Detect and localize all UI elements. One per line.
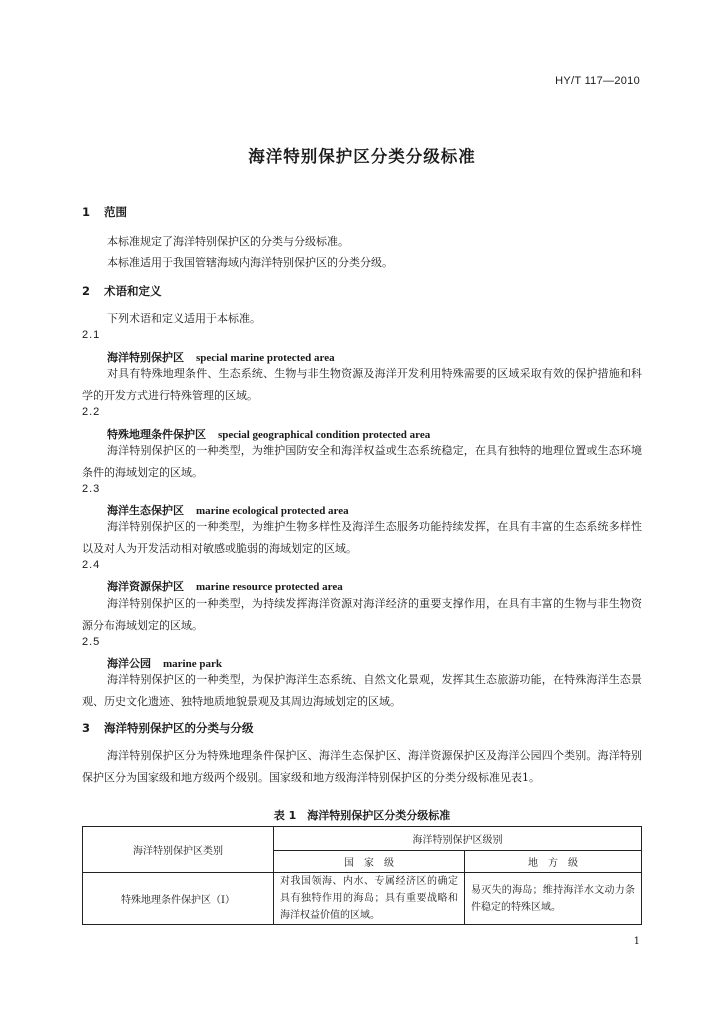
section-number: 1	[82, 205, 91, 219]
term-en: marine ecological protected area	[196, 505, 349, 517]
section-2-heading	[82, 283, 162, 299]
clause-number: 2.1	[82, 329, 101, 341]
classification-table	[82, 826, 642, 925]
scope-line-2: 本标准适用于我国管辖海域内海洋特别保护区的分类分级。	[107, 256, 393, 269]
term-en: special geographical condition protected area	[218, 429, 431, 441]
scope-line-1: 本标准规定了海洋特别保护区的分类与分级标准。	[107, 235, 349, 248]
terms-intro: 下列术语和定义适用于本标准。	[107, 312, 261, 325]
section-title: 范围	[104, 205, 127, 219]
row-local: 易灭失的海岛；维持海洋水文动力条件稳定的特殊区域。	[465, 873, 642, 925]
term-definition: 对具有特殊地理条件、生态系统、生物与非生物资源及海洋开发利用特殊需要的区域采取有效的保护措施和科学的开发方式进行特殊管理的区域。	[82, 367, 642, 402]
term-zh: 海洋公园	[107, 657, 151, 670]
header-local: 地 方 级	[528, 858, 578, 869]
term-zh: 海洋生态保护区	[107, 504, 184, 517]
section-3-paragraph: 海洋特别保护区分为特殊地理条件保护区、海洋生态保护区、海洋资源保护区及海洋公园四个类别。海洋特别保护区分为国家级和地方级两个级别。国家级和地方级海洋特别保护区的分类分级标准见表1。	[82, 749, 642, 784]
header-national: 国 家 级	[344, 858, 394, 869]
header-level: 海洋特别保护区级别	[412, 835, 503, 846]
row-category: 特殊地理条件保护区（Ⅰ）	[83, 873, 274, 925]
standard-code: HY/T 117—2010	[555, 75, 640, 87]
section-title: 海洋特别保护区的分类与分级	[104, 721, 254, 735]
term-en: marine resource protected area	[196, 581, 343, 593]
table-row	[83, 873, 642, 925]
term-zh: 特殊地理条件保护区	[107, 428, 206, 441]
section-number: 3	[82, 721, 91, 735]
header-national-cell	[274, 851, 465, 873]
section-title: 术语和定义	[104, 284, 162, 298]
term-definition: 海洋特别保护区的一种类型，为维护国防安全和海洋权益或生态系统稳定，在具有独特的地理位置或生态环境条件的海域划定的区域。	[82, 444, 642, 479]
section-number: 2	[82, 284, 91, 298]
term-en: marine park	[163, 658, 222, 670]
header-level-cell	[274, 827, 642, 851]
clause-number: 2.3	[82, 483, 101, 495]
term-definition: 海洋特别保护区的一种类型，为持续发挥海洋资源对海洋经济的重要支撑作用，在具有丰富的生物与非生物资源分布海域划定的区域。	[82, 597, 642, 632]
clause-number: 2.5	[82, 636, 101, 648]
term-en: special marine protected area	[196, 352, 335, 364]
term-definition: 海洋特别保护区的一种类型，为保护海洋生态系统、自然文化景观，发挥其生态旅游功能，在特殊海洋生态景观、历史文化遗迹、独特地质地貌景观及其周边海域划定的区域。	[82, 673, 642, 708]
clause-number: 2.4	[82, 559, 101, 571]
page-number: 1	[633, 936, 640, 947]
section-3-heading	[82, 720, 254, 736]
term-zh: 海洋特别保护区	[107, 351, 184, 364]
section-1-heading	[82, 204, 127, 220]
clause-number: 2.2	[82, 406, 101, 418]
row-national: 对我国领海、内水、专属经济区的确定具有独特作用的海岛；具有重要战略和海洋权益价值的区域。	[274, 873, 465, 925]
header-category: 海洋特别保护区类别	[133, 846, 223, 857]
table-caption: 表 1 海洋特别保护区分类分级标准	[273, 809, 451, 822]
term-definition: 海洋特别保护区的一种类型，为维护生物多样性及海洋生态服务功能持续发挥，在具有丰富的生态系统多样性以及对人为开发活动相对敏感或脆弱的海域划定的区域。	[82, 520, 642, 555]
header-local-cell	[465, 851, 642, 873]
term-zh: 海洋资源保护区	[107, 580, 184, 593]
term-heading	[107, 578, 343, 594]
document-title: 海洋特别保护区分类分级标准	[248, 147, 476, 166]
header-category-cell	[83, 827, 274, 873]
